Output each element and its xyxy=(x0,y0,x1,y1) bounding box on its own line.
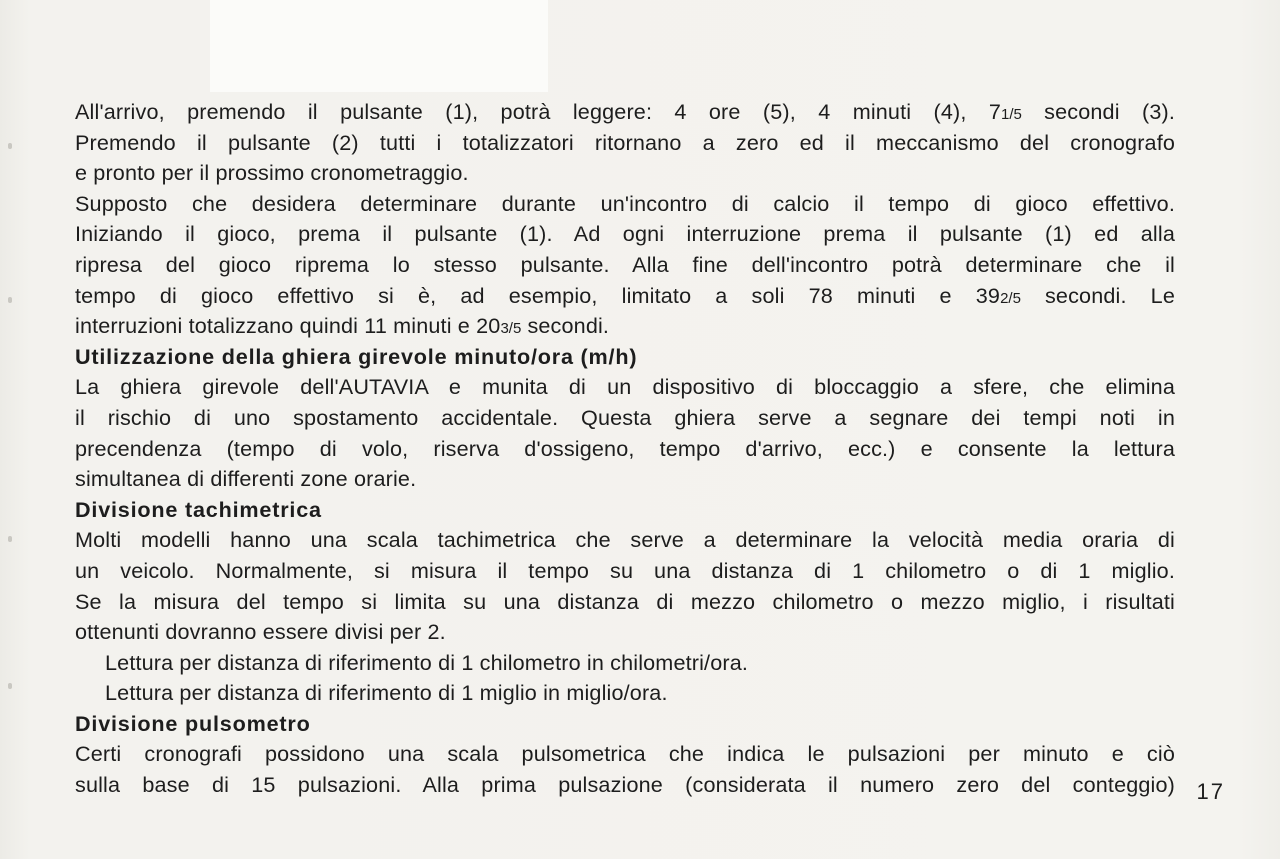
text-line xyxy=(75,678,1175,709)
text-line xyxy=(75,281,1175,312)
text-line xyxy=(75,556,1175,587)
page-number: 17 xyxy=(1196,779,1225,804)
text-line-content: Divisione tachimetrica xyxy=(75,496,322,522)
text-line-content: precendenza (tempo di volo, riserva d'ossigeno, tempo d'arrivo, ecc.) e consente la lettura xyxy=(75,435,1175,461)
text-line-content: Lettura per distanza di riferimento di 1 chilometro in chilometri/ora. xyxy=(105,649,749,675)
text-line xyxy=(75,372,1175,403)
text-line-content: Se la misura del tempo si limita su una distanza di mezzo chilometro o mezzo miglio, i risultati xyxy=(75,588,1175,614)
text-line-content: Utilizzazione della ghiera girevole minuto/ora (m/h) xyxy=(75,343,638,369)
body-text xyxy=(75,97,1175,801)
text-line-content: tempo di gioco effettivo si è, ad esempio, limitato a soli 78 minuti e 39 xyxy=(75,282,1001,308)
text-line-content: Premendo il pulsante (2) tutti i totalizzatori ritornano a zero ed il meccanismo del cronografo xyxy=(75,129,1175,155)
text-line xyxy=(75,525,1175,556)
section-heading xyxy=(75,709,1175,740)
text-line-content: ottenunti dovranno essere divisi per 2. xyxy=(75,619,446,645)
fraction: 2/5 xyxy=(1000,289,1021,307)
text-line xyxy=(75,648,1175,679)
text-line-content: Lettura per distanza di riferimento di 1 miglio in miglio/ora. xyxy=(105,680,668,706)
fraction: 3/5 xyxy=(500,320,522,338)
text-line-content: Certi cronografi possidono una scala pulsometrica che indica le pulsazioni per minuto e ciò xyxy=(75,741,1175,767)
text-line-content: interruzioni totalizzano quindi 11 minuti e 20 xyxy=(75,313,501,339)
text-line xyxy=(75,464,1175,495)
section-heading xyxy=(75,342,1175,373)
text-line-content: Supposto che desidera determinare durante un'incontro di calcio il tempo di gioco effettivo. xyxy=(75,190,1175,216)
text-line xyxy=(75,311,1175,342)
text-line xyxy=(75,587,1175,618)
text-line-tail: secondi. xyxy=(521,313,610,339)
text-line xyxy=(75,128,1175,159)
fraction: 1/5 xyxy=(1001,106,1022,123)
text-line-content: Divisione pulsometro xyxy=(75,710,311,736)
text-line xyxy=(75,403,1175,434)
text-line-tail: secondi. Le xyxy=(1020,282,1175,308)
text-line xyxy=(75,250,1175,281)
text-line-content: un veicolo. Normalmente, si misura il tempo su una distanza di 1 chilometro o di 1 miglio. xyxy=(75,557,1175,583)
text-line xyxy=(75,158,1175,189)
text-line-content: sulla base di 15 pulsazioni. Alla prima pulsazione (considerata il numero zero del conteggio) xyxy=(75,772,1175,798)
text-line xyxy=(75,434,1175,465)
text-line-content: il rischio di uno spostamento accidentale. Questa ghiera serve a segnare dei tempi noti in xyxy=(75,404,1175,430)
text-line-content: All'arrivo, premendo il pulsante (1), potrà leggere: 4 ore (5), 4 minuti (4), 7 xyxy=(75,99,1001,124)
margin-speck xyxy=(8,683,12,689)
text-line-content: simultanea di differenti zone orarie. xyxy=(75,466,417,492)
text-line-content: e pronto per il prossimo cronometraggio. xyxy=(75,160,469,186)
text-line-content: La ghiera girevole dell'AUTAVIA e munita di un dispositivo di bloccaggio a sfere, che elimina xyxy=(75,374,1175,400)
text-line xyxy=(75,189,1175,220)
text-line xyxy=(75,770,1175,801)
section-heading xyxy=(75,495,1175,526)
text-line-content: ripresa del gioco riprema lo stesso pulsante. Alla fine dell'incontro potrà determinare che il xyxy=(75,251,1175,277)
margin-speck xyxy=(8,297,12,303)
text-line-tail: secondi (3). xyxy=(1021,99,1175,124)
text-line xyxy=(75,219,1175,250)
margin-speck xyxy=(8,536,12,542)
blank-paper-patch xyxy=(210,0,548,92)
text-line xyxy=(75,617,1175,648)
text-line xyxy=(75,739,1175,770)
text-line-content: Iniziando il gioco, prema il pulsante (1). Ad ogni interruzione prema il pulsante (1) ed alla xyxy=(75,221,1175,247)
text-line xyxy=(75,97,1175,128)
margin-speck xyxy=(8,143,12,149)
text-line-content: Molti modelli hanno una scala tachimetrica che serve a determinare la velocità media oraria di xyxy=(75,527,1175,553)
